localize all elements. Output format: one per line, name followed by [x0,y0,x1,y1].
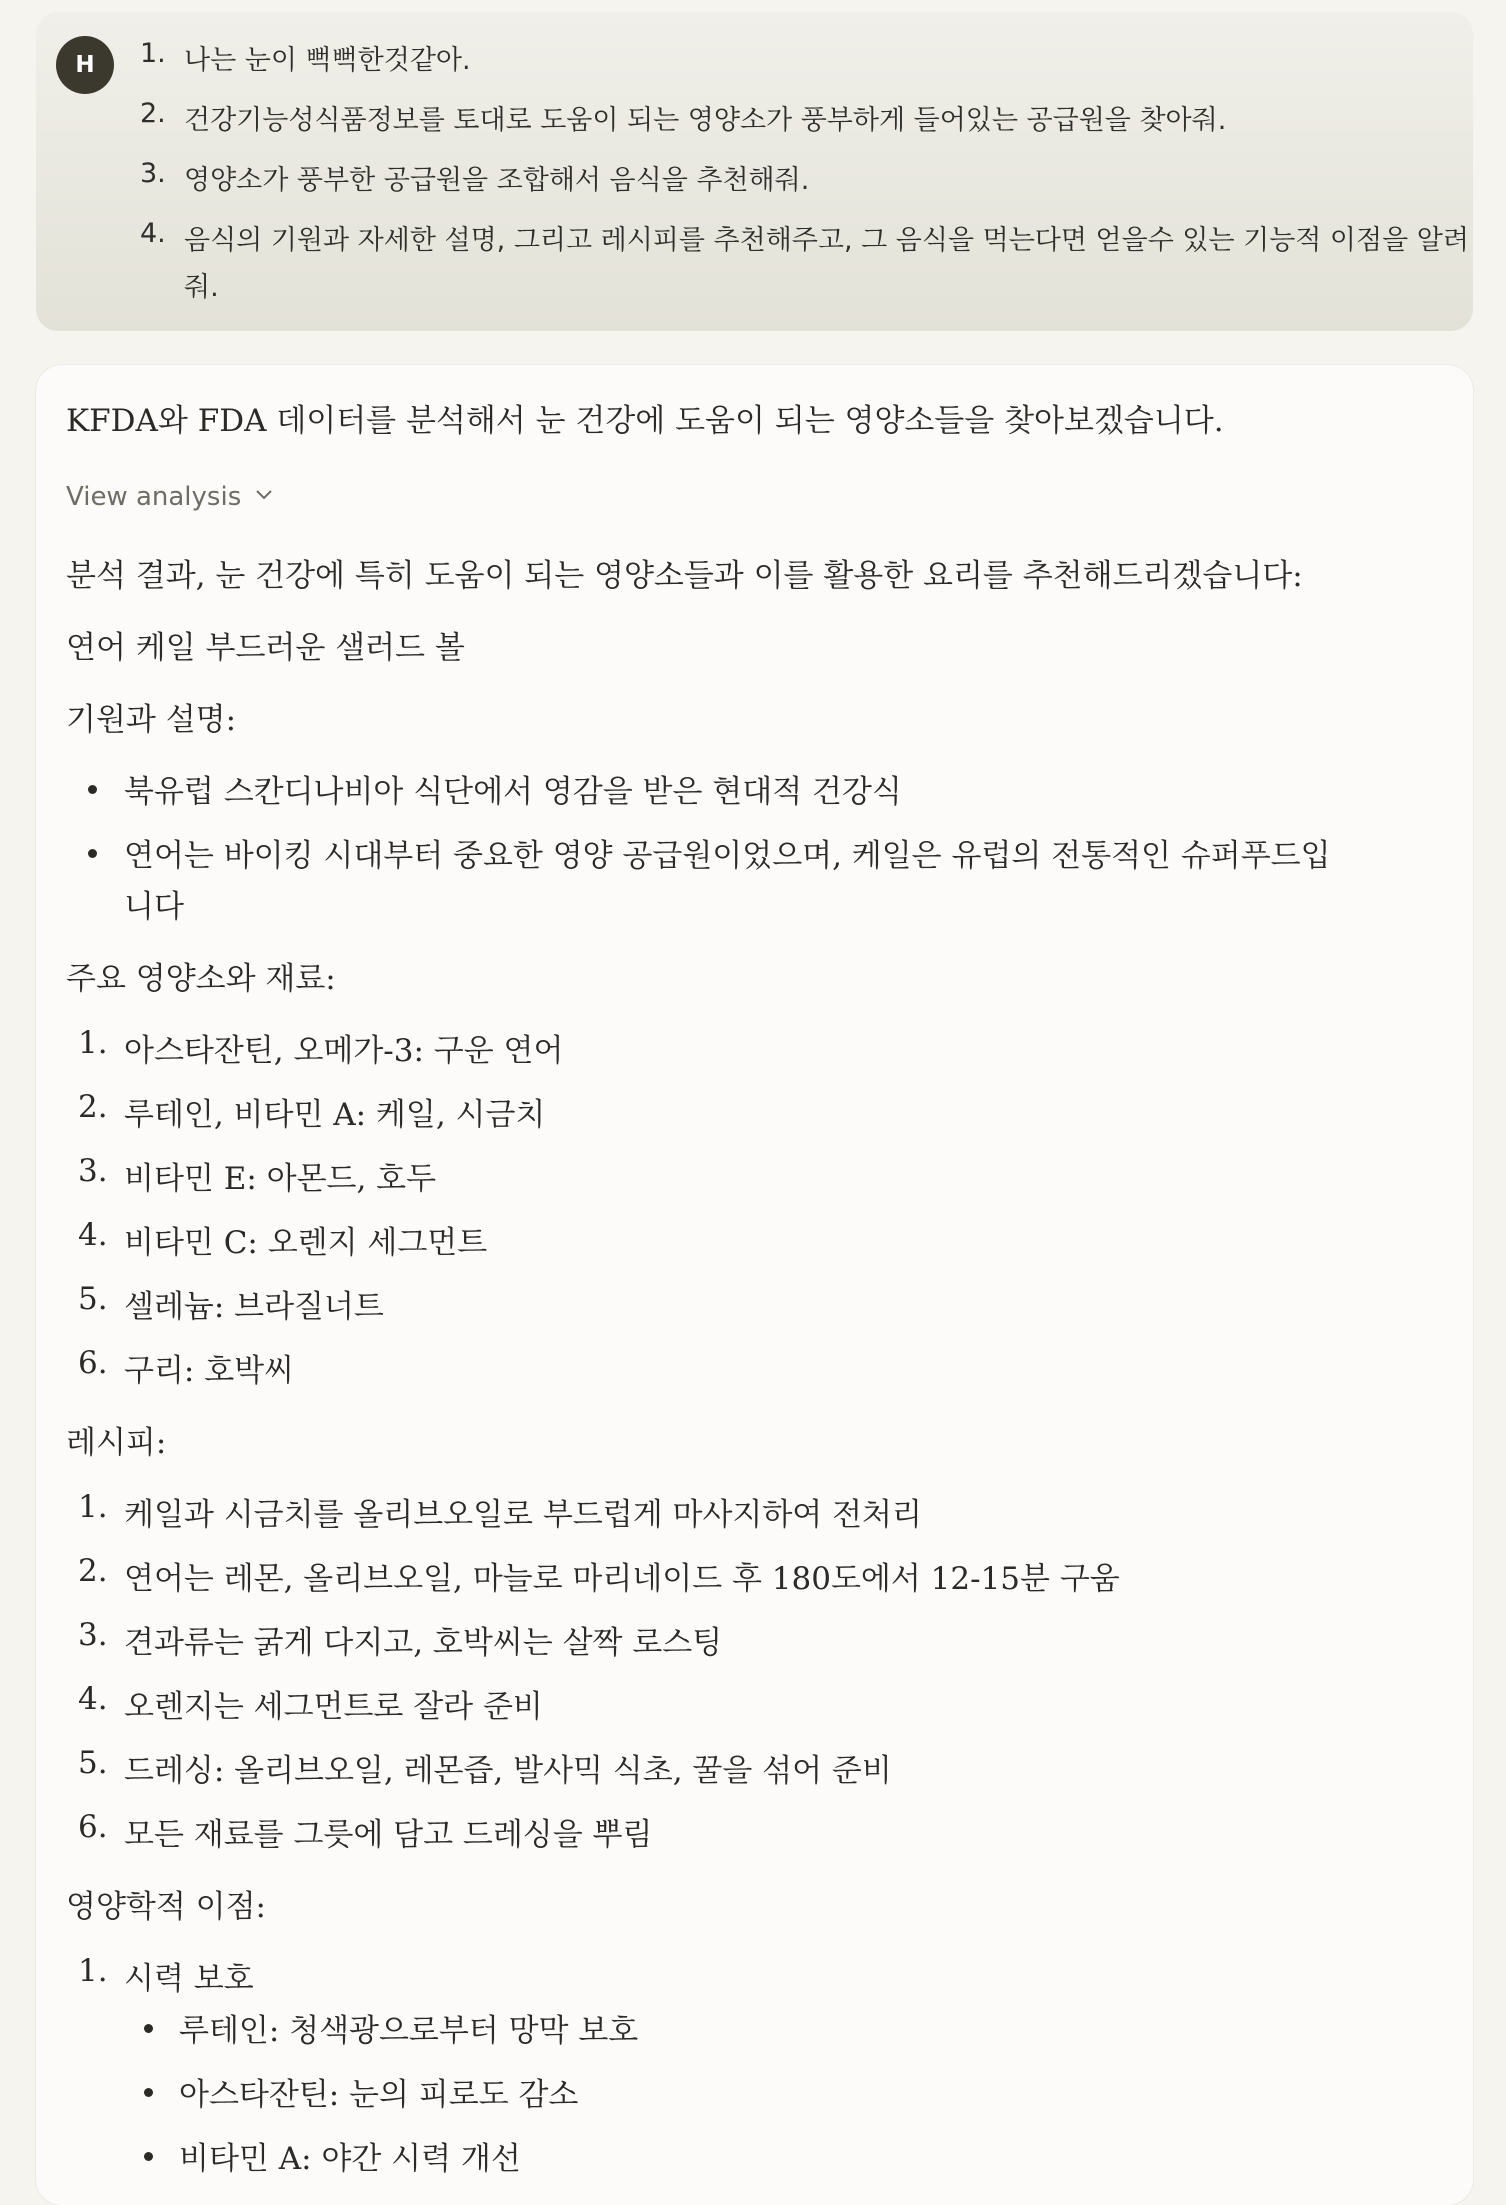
list-number: 6. [78,1809,108,1845]
list-number: 1. [78,1025,108,1061]
nutrient-item: 구리: 호박씨 [124,1353,295,1389]
origin-heading: 기원과 설명: [66,702,237,738]
recipe-heading: 레시피: [66,1425,167,1461]
list-text: 음식의 기원과 자세한 설명, 그리고 레시피를 추천해주고, 그 음식을 먹는다면 얻을수 있는 기능적 이점을 알려 [184,225,1469,256]
list-number: 4. [78,1217,108,1253]
nutrients-heading: 주요 영양소와 재료: [66,961,336,997]
origin-bullet: 북유럽 스칸디나비아 식단에서 영감을 받은 현대적 건강식 [124,774,902,810]
origin-bullet: 연어는 바이킹 시대부터 중요한 영양 공급원이었으며, 케일은 유럽의 전통적인 슈퍼푸드입 [124,838,1331,874]
intro-text: KFDA와 FDA 데이터를 분석해서 눈 건강에 도움이 되는 영양소들을 찾아보겠습니다. [66,403,1224,439]
list-number: 5. [78,1281,108,1317]
nutrient-item: 비타민 E: 아몬드, 호두 [124,1161,437,1197]
list-text: 영양소가 풍부한 공급원을 조합해서 음식을 추천해줘. [184,165,810,196]
assistant-message [36,365,1473,2205]
recipe-step: 견과류는 굵게 다지고, 호박씨는 살짝 로스팅 [124,1625,723,1661]
benefit-sub-item: 루테인: 청색광으로부터 망막 보호 [179,2013,639,2049]
nutrient-item: 루테인, 비타민 A: 케일, 시금치 [124,1097,546,1133]
recipe-step: 오렌지는 세그먼트로 잘라 준비 [124,1689,543,1725]
recipe-step: 모든 재료를 그릇에 담고 드레싱을 뿌림 [124,1817,653,1853]
view-analysis-label: View analysis [66,482,242,512]
view-analysis-toggle[interactable] [66,478,273,512]
list-text: 나는 눈이 뻑뻑한것같아. [184,45,471,76]
list-number: 6. [78,1345,108,1381]
nutrient-item: 아스타잔틴, 오메가-3: 구운 연어 [124,1033,564,1069]
user-message [36,12,1473,331]
recipe-step: 연어는 레몬, 올리브오일, 마늘로 마리네이드 후 180도에서 12-15분 구움 [124,1561,1120,1597]
list-number: 2. [78,1089,108,1125]
list-number: 3. [140,158,166,189]
list-number: 3. [78,1617,108,1653]
list-text: 줘. [184,272,219,303]
list-text: 건강기능성식품정보를 토대로 도움이 되는 영양소가 풍부하게 들어있는 공급원을 찾아줘. [184,105,1227,136]
benefit-item: 시력 보호 [124,1961,254,1997]
list-number: 5. [78,1745,108,1781]
nutrient-item: 셀레늄: 브라질너트 [124,1289,384,1325]
bullet-dot [144,2152,153,2161]
recipe-step: 드레싱: 올리브오일, 레몬즙, 발사믹 식초, 꿀을 섞어 준비 [124,1753,892,1789]
dish-title: 연어 케일 부드러운 샐러드 볼 [66,630,465,666]
list-number: 1. [78,1489,108,1525]
user-avatar: H [56,36,114,94]
list-number: 1. [78,1953,108,1989]
bullet-dot [88,785,97,794]
list-number: 1. [140,38,166,69]
benefit-sub-item: 비타민 A: 야간 시력 개선 [179,2141,521,2177]
list-number: 4. [140,218,166,249]
list-number: 4. [78,1681,108,1717]
recipe-step: 케일과 시금치를 올리브오일로 부드럽게 마사지하여 전처리 [124,1497,922,1533]
bullet-dot [144,2088,153,2097]
benefit-sub-item: 아스타잔틴: 눈의 피로도 감소 [179,2077,579,2113]
summary-text: 분석 결과, 눈 건강에 특히 도움이 되는 영양소들과 이를 활용한 요리를 추천해드리겠습니다: [66,558,1303,594]
list-number: 2. [140,98,166,129]
origin-bullet-continuation: 니다 [124,889,184,925]
bullet-dot [88,849,97,858]
benefits-heading: 영양학적 이점: [66,1889,266,1925]
list-number: 2. [78,1553,108,1589]
nutrient-item: 비타민 C: 오렌지 세그먼트 [124,1225,488,1261]
bullet-dot [144,2024,153,2033]
chevron-down-icon [255,478,273,508]
list-number: 3. [78,1153,108,1189]
